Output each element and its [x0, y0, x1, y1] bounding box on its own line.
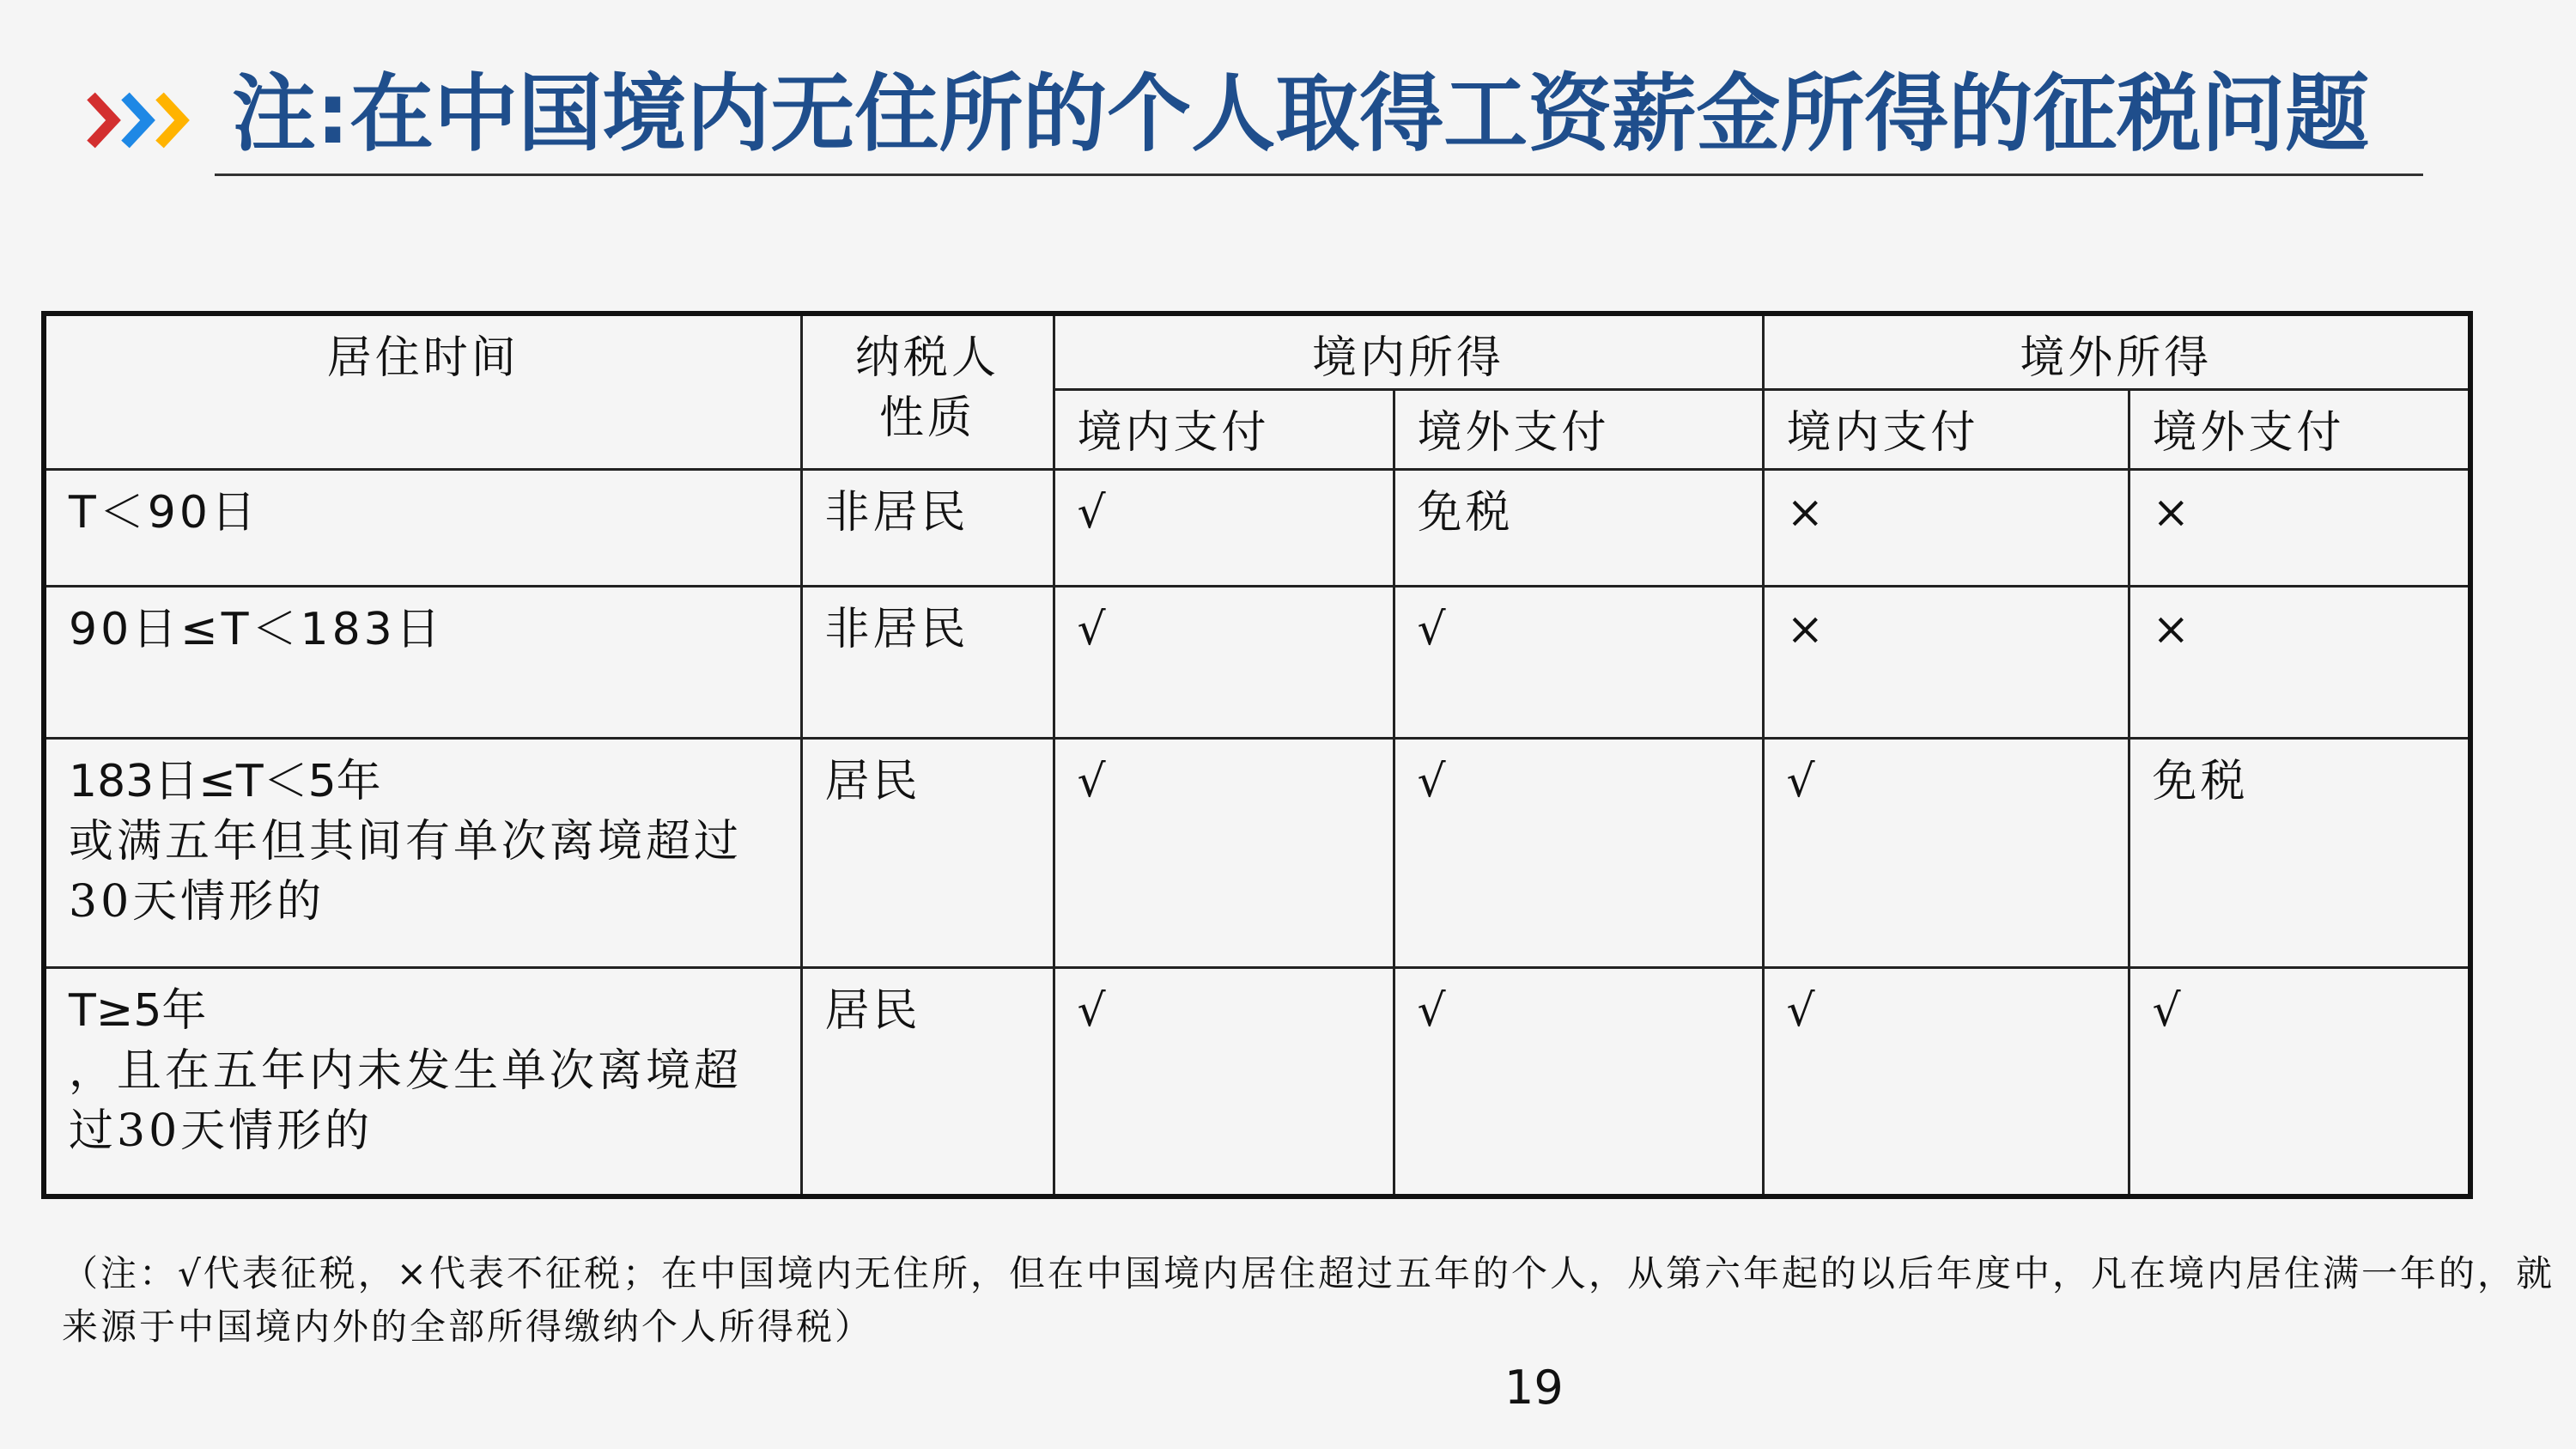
footnote: （注：√代表征税，×代表不征税；在中国境内无住所，但在中国境内居住超过五年的个人，从第六年起的以后年度中，凡在境内居住满一年的，就来源于中国境内外的全部所得缴纳个人所得税） — [62, 1252, 2555, 1348]
cell-residence-time — [44, 967, 801, 1196]
header-domestic-foreign-pay: 境外支付 — [1394, 390, 1763, 469]
residence-time-line-2: ，且在五年内未发生单次离境超 — [69, 1044, 743, 1097]
table-row — [44, 967, 2470, 1196]
cell-domestic-foreign-pay: √ — [1394, 967, 1763, 1196]
page-number: 19 — [1504, 1361, 1564, 1415]
cell-residence-time — [44, 738, 801, 967]
residence-time-line-1: T≥5年 — [69, 984, 207, 1037]
slide-header — [86, 52, 2430, 180]
residence-time-line-1: 183日≤T＜5年 — [69, 755, 381, 807]
cell-foreign-domestic-pay: √ — [1763, 738, 2129, 967]
cell-domestic-foreign-pay: √ — [1394, 738, 1763, 967]
header-taxpayer-nature-text: 纳税人性质 — [854, 332, 999, 444]
cell-domestic-domestic-pay: √ — [1054, 738, 1394, 967]
cell-foreign-domestic-pay: × — [1763, 587, 2129, 739]
cell-foreign-domestic-pay: √ — [1763, 967, 2129, 1196]
table-row — [44, 738, 2470, 967]
cell-taxpayer-nature: 非居民 — [801, 469, 1054, 586]
header-domestic-domestic-pay: 境内支付 — [1054, 390, 1394, 469]
cell-domestic-domestic-pay: √ — [1054, 587, 1394, 739]
cell-taxpayer-nature: 非居民 — [801, 587, 1054, 739]
header-residence-time: 居住时间 — [44, 314, 801, 469]
header-foreign-foreign-pay: 境外支付 — [2129, 390, 2470, 469]
residence-time-line-2: 或满五年但其间有单次离境超过 — [69, 815, 743, 868]
header-foreign-income: 境外所得 — [1763, 314, 2470, 390]
cell-foreign-domestic-pay: × — [1763, 469, 2129, 586]
residence-time-line-3: 过30天情形的 — [69, 1105, 374, 1157]
title-underline — [215, 174, 2423, 176]
header-foreign-domestic-pay: 境内支付 — [1763, 390, 2129, 469]
chevron-arrows-icon — [86, 86, 197, 155]
header-domestic-income: 境内所得 — [1054, 314, 1763, 390]
cell-foreign-foreign-pay: √ — [2129, 967, 2470, 1196]
cell-domestic-domestic-pay: √ — [1054, 469, 1394, 586]
cell-foreign-foreign-pay: 免税 — [2129, 738, 2470, 967]
cell-residence-time: T＜90日 — [44, 469, 801, 586]
table-header-row — [44, 314, 2470, 390]
tax-table — [41, 311, 2473, 1199]
residence-time-line-3: 30天情形的 — [69, 875, 325, 928]
cell-taxpayer-nature: 居民 — [801, 738, 1054, 967]
cell-domestic-domestic-pay: √ — [1054, 967, 1394, 1196]
table-row — [44, 587, 2470, 739]
cell-domestic-foreign-pay: √ — [1394, 587, 1763, 739]
cell-domestic-foreign-pay: 免税 — [1394, 469, 1763, 586]
header-taxpayer-nature — [801, 314, 1054, 469]
cell-foreign-foreign-pay: × — [2129, 587, 2470, 739]
cell-foreign-foreign-pay: × — [2129, 469, 2470, 586]
page-title: 注:在中国境内无住所的个人取得工资薪金所得的征税问题 — [232, 65, 2370, 163]
cell-residence-time: 90日≤T＜183日 — [44, 587, 801, 739]
cell-taxpayer-nature: 居民 — [801, 967, 1054, 1196]
table-row — [44, 469, 2470, 586]
